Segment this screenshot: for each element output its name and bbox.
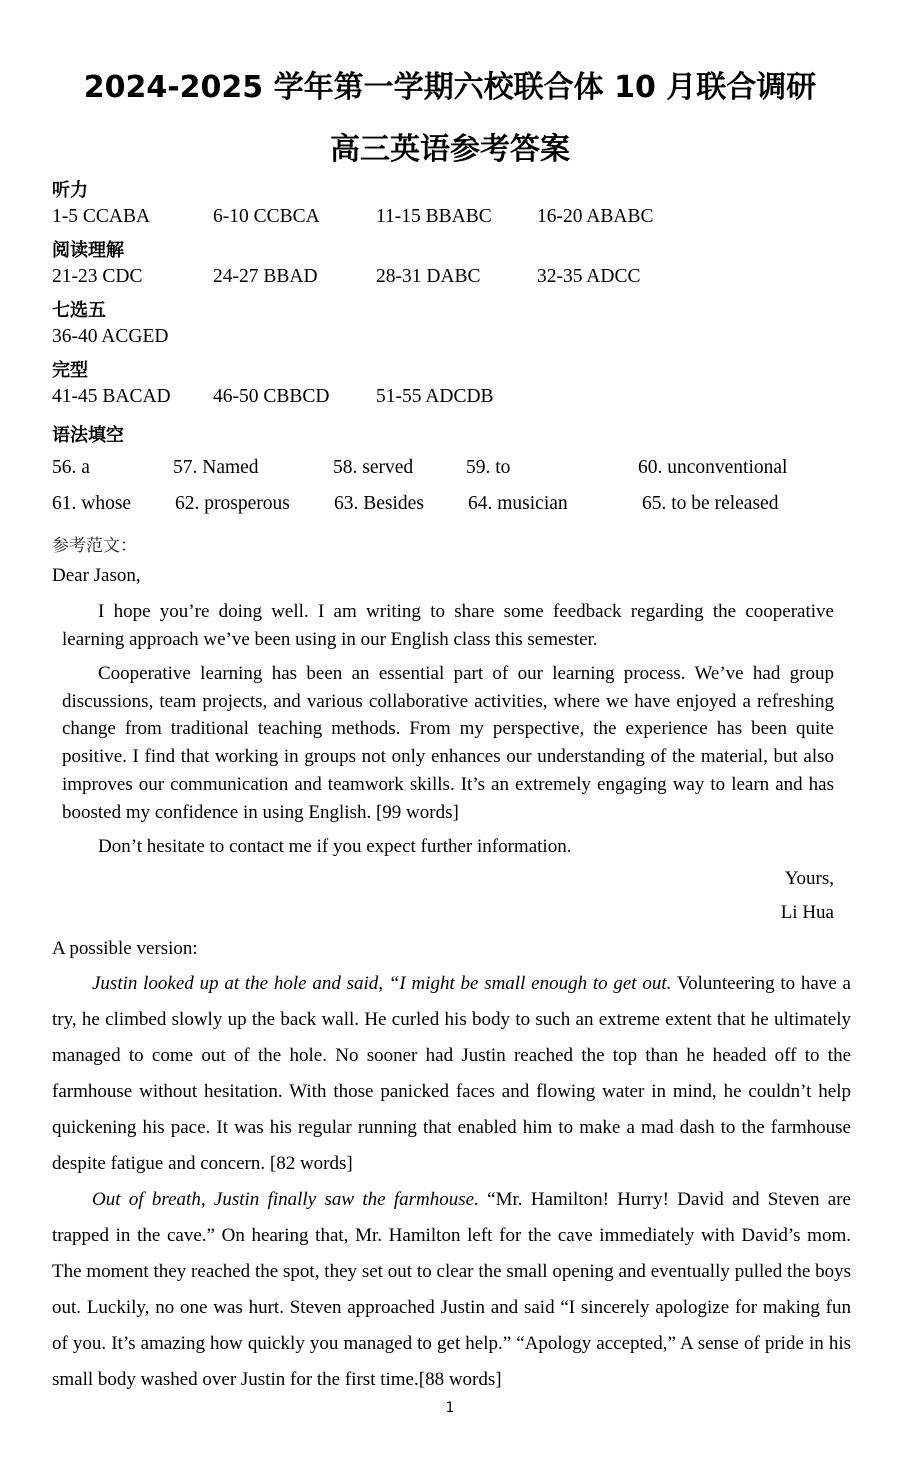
grammar-answer: 62. prosperous xyxy=(175,493,290,514)
answer-group: 46-50 CBBCD xyxy=(213,386,330,407)
section-label-reading: 阅读理解 xyxy=(52,240,124,261)
answer-group: 16-20 ABABC xyxy=(537,206,654,227)
section-label-grammar: 语法填空 xyxy=(52,425,124,446)
answer-group: 11-15 BBABC xyxy=(376,206,492,227)
letter-signature: Li Hua xyxy=(780,902,834,923)
grammar-answer: 64. musician xyxy=(468,493,568,514)
letter-greeting: Dear Jason, xyxy=(52,565,141,586)
answer-group: 36-40 ACGED xyxy=(52,326,169,347)
story-paragraph xyxy=(52,966,851,1182)
document-title: 2024-2025 学年第一学期六校联合体 10 月联合调研 xyxy=(83,70,817,105)
answer-group: 41-45 BACAD xyxy=(52,386,171,407)
letter-paragraph: Cooperative learning has been an essential part of our learning process. We’ve had group discussions, team projects, and various collaborative activities, where we have enjoyed a refreshing change from traditional teaching methods. From my perspective, the experience has been quite positive. I find that working in groups not only enhances our understanding of the material, but also improves our communication and teamwork skills. It’s an extremely engaging way to learn and has boosted my confidence in using English. [99 words] xyxy=(62,663,834,823)
answer-group: 21-23 CDC xyxy=(52,266,143,287)
section-label-listening: 听力 xyxy=(52,180,88,201)
letter-body xyxy=(62,660,834,826)
letter-body xyxy=(62,833,834,861)
story-text: “Mr. Hamilton! Hurry! David and Steven are trapped in the cave.” On hearing that, Mr. Hamilton left for the cave immediately with David’s mom. The moment they reached the spot, they set out to clear the small opening and eventually pulled the boys out. Luckily, no one was hurt. Steven approached Justin and said “I sincerely apologize for making fun of you. It’s amazing how quickly you managed to get help.” “Apology accepted,” A sense of pride in his small body washed over Justin for the first time.[88 words] xyxy=(52,1189,851,1390)
section-label-seven-choose-five: 七选五 xyxy=(52,300,106,321)
grammar-answer: 60. unconventional xyxy=(638,457,788,478)
answer-group: 24-27 BBAD xyxy=(213,266,318,287)
grammar-answer: 56. a xyxy=(52,457,90,478)
document-subtitle: 高三英语参考答案 xyxy=(330,132,570,167)
answer-group: 1-5 CCABA xyxy=(52,206,151,227)
answer-group: 28-31 DABC xyxy=(376,266,481,287)
possible-version-label: A possible version: xyxy=(52,938,198,959)
section-label-cloze: 完型 xyxy=(52,360,88,381)
sample-essay-label: 参考范文： xyxy=(52,536,137,556)
grammar-answer: 63. Besides xyxy=(334,493,424,514)
letter-body xyxy=(62,598,834,653)
story-paragraph xyxy=(52,1182,851,1398)
grammar-answer: 58. served xyxy=(333,457,414,478)
story-text: Volunteering to have a try, he climbed slowly up the back wall. He curled his body to such an extreme extent that he ultimately managed to come out of the hole. No sooner had Justin reached the top than he headed off to the farmhouse without hesitation. With those panicked faces and flowing water in mind, he couldn’t help quickening his pace. It was his regular running that enabled him to make a mad dash to the farmhouse despite fatigue and concern. [82 words] xyxy=(52,973,851,1174)
answer-group: 51-55 ADCDB xyxy=(376,386,494,407)
answer-group: 6-10 CCBCA xyxy=(213,206,320,227)
grammar-answer: 59. to xyxy=(466,457,511,478)
page-number: 1 xyxy=(445,1400,455,1416)
grammar-answer: 61. whose xyxy=(52,493,132,514)
letter-closing: Yours, xyxy=(784,868,834,889)
grammar-answer: 65. to be released xyxy=(642,493,779,514)
letter-paragraph: I hope you’re doing well. I am writing to share some feedback regarding the cooperative learning approach we’ve been using in our English class this semester. xyxy=(62,601,834,650)
story-opening-sentence: Justin looked up at the hole and said, “I might be small enough to get out. xyxy=(92,973,672,994)
answer-group: 32-35 ADCC xyxy=(537,266,641,287)
story-opening-sentence: Out of breath, Justin finally saw the farmhouse. xyxy=(92,1189,479,1210)
grammar-answer: 57. Named xyxy=(173,457,259,478)
letter-paragraph: Don’t hesitate to contact me if you expect further information. xyxy=(98,836,572,857)
